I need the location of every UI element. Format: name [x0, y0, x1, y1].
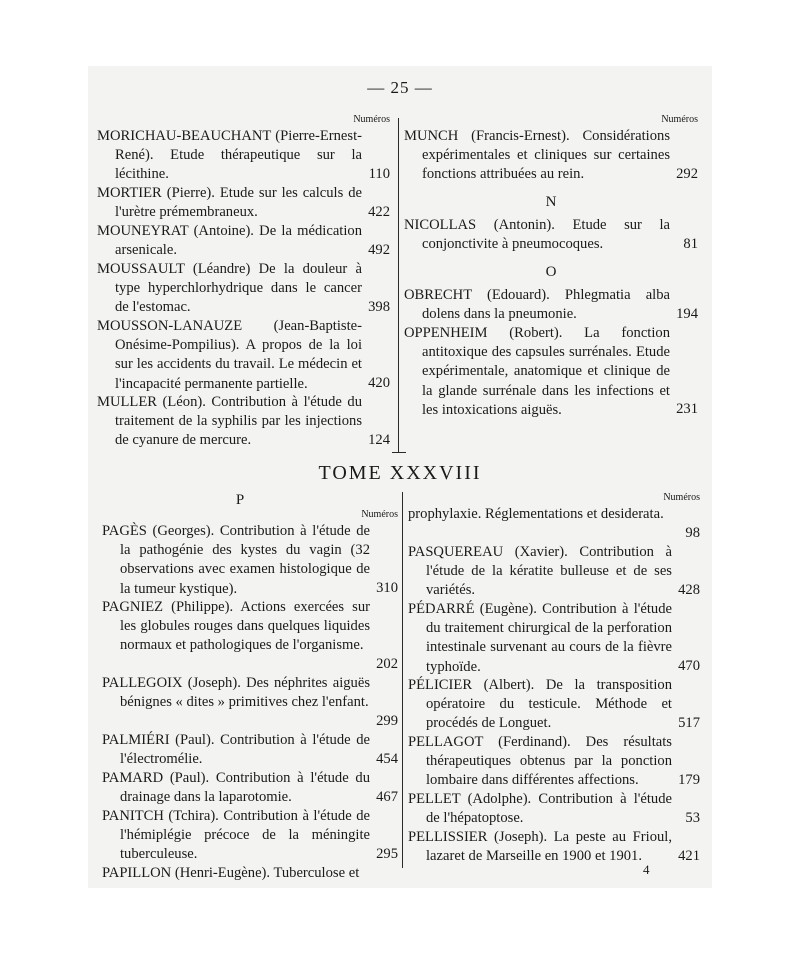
entry-text: PALLEGOIX (Joseph). Des néphrites aiguës bénignes « dites » primitives chez l'enfant.: [102, 675, 370, 711]
index-entry: [102, 522, 398, 598]
entry-number: 492: [368, 241, 390, 258]
entry-text: prophylaxie. Réglementations et desiderata.: [408, 506, 664, 522]
index-entry: [408, 733, 700, 790]
entry-text: MULLER (Léon). Contribution à l'étude du traitement de la syphilis par les injections de cyanure de mercure.: [97, 394, 362, 449]
entry-text: MOUNEYRAT (Antoine). De la médication arsenicale.: [97, 223, 362, 259]
section-rule: [392, 452, 406, 453]
entry-text: PAGNIEZ (Philippe). Actions exercées sur les globules rouges dans quelques liquides normaux et pathologiques de l'organisme.: [102, 599, 370, 654]
entry-text: MOUSSAULT (Léandre) De la douleur à type hyperchlorhydrique dans le cancer de l'estomac.: [97, 261, 362, 316]
entry-text: NICOLLAS (Antonin). Etude sur la conjonctivite à pneumocoques.: [404, 217, 670, 253]
signature-mark: 4: [643, 862, 650, 877]
entry-text: MOUSSON-LANAUZE (Jean-Baptiste-Onésime-Pompilius). A propos de la loi sur les accidents du travail. Le médecin et l'incapacité permanente partielle.: [97, 318, 362, 392]
entry-text: PELLET (Adolphe). Contribution à l'étude de l'hépatoptose.: [408, 791, 672, 827]
entry-number: 81: [683, 235, 698, 252]
index-entry: [404, 216, 698, 254]
entry-text: OPPENHEIM (Robert). La fonction antitoxique des capsules surrénales. Etude expérimentale, anatomique et clinique de la glande surrénale dans les infections et les intoxications aiguës.: [404, 325, 670, 418]
index-entry: [97, 184, 390, 222]
entry-number: 179: [678, 771, 700, 788]
entry-text: MORICHAU-BEAUCHANT (Pierre-Ernest-René). Etude thérapeutique sur la lécithine.: [97, 128, 362, 183]
section-letter: N: [545, 194, 557, 210]
entry-number: 98: [685, 524, 700, 541]
index-entry: [102, 864, 398, 883]
index-entry: [404, 127, 698, 184]
entry-number: 420: [368, 374, 390, 391]
entry-number: 299: [376, 712, 398, 729]
index-entry: [97, 222, 390, 260]
bottom-left-column: [102, 492, 398, 883]
index-entry: [102, 598, 398, 674]
index-entry: [97, 393, 390, 450]
column-header: Numéros: [661, 114, 698, 125]
index-entry: [102, 807, 398, 864]
top-right-column: [404, 114, 698, 419]
index-entry: [102, 731, 398, 769]
section-letter: O: [545, 264, 557, 280]
entry-text: MUNCH (Francis-Ernest). Considérations expérimentales et cliniques sur certaines fonctions attribuées au rein.: [404, 128, 670, 183]
index-entry: [408, 543, 700, 600]
index-entry: [404, 286, 698, 324]
entry-text: PALMIÉRI (Paul). Contribution à l'étude de l'électromélie.: [102, 732, 370, 768]
volume-heading: TOME XXXVIII: [318, 462, 482, 484]
entry-number: 194: [676, 305, 698, 322]
entry-number: 428: [678, 581, 700, 598]
entry-number: 110: [368, 165, 390, 182]
entry-number: 467: [376, 788, 398, 805]
page-number: — 25 —: [367, 78, 433, 97]
top-left-column: [97, 114, 390, 450]
index-entry: [97, 317, 390, 393]
entry-text: PAMARD (Paul). Contribution à l'étude du drainage dans la laparotomie.: [102, 770, 370, 806]
index-entry: [408, 676, 700, 733]
entry-number: 124: [368, 431, 390, 448]
entry-text: PELLISSIER (Joseph). La peste au Frioul, lazaret de Marseille en 1900 et 1901.: [408, 829, 672, 865]
column-header: Numéros: [361, 509, 398, 520]
entry-number: 422: [368, 203, 390, 220]
entry-text: MORTIER (Pierre). Etude sur les calculs de l'urètre prémembraneux.: [97, 185, 362, 221]
index-entry: [404, 324, 698, 419]
index-entry: [408, 505, 700, 543]
bottom-right-column: [408, 492, 700, 866]
entry-number: 421: [678, 847, 700, 864]
section-letter: P: [235, 492, 245, 508]
index-entry: [408, 828, 700, 866]
entry-number: 292: [676, 165, 698, 182]
column-divider: [402, 492, 403, 868]
entry-number: 310: [376, 579, 398, 596]
index-entry: [408, 600, 700, 676]
entry-number: 202: [376, 655, 398, 672]
column-header: Numéros: [353, 114, 390, 125]
entry-text: PELLAGOT (Ferdinand). Des résultats thérapeutiques obtenus par la ponction lombaire dans différentes affections.: [408, 734, 672, 789]
entry-number: 53: [685, 809, 700, 826]
entry-text: PÉDARRÉ (Eugène). Contribution à l'étude du traitement chirurgical de la perforation intestinale survenant au cours de la fièvre typhoïde.: [408, 601, 672, 675]
entry-number: 398: [368, 298, 390, 315]
entry-text: PAGÈS (Georges). Contribution à l'étude de la pathogénie des kystes du vagin (32 observations avec examen histologique de la tumeur kystique).: [102, 523, 370, 597]
entry-text: OBRECHT (Edouard). Phlegmatia alba dolens dans la pneumonie.: [404, 287, 670, 323]
entry-text: PANITCH (Tchira). Contribution à l'étude de l'hémiplégie précoce de la méningite tuberculeuse.: [102, 808, 370, 863]
entry-number: 295: [376, 845, 398, 862]
index-entry: [97, 260, 390, 317]
column-header: Numéros: [663, 492, 700, 503]
index-entry: [102, 769, 398, 807]
entry-text: PASQUEREAU (Xavier). Contribution à l'étude de la kératite bulleuse et de ses variétés.: [408, 544, 672, 599]
index-entry: [102, 674, 398, 731]
entry-text: PÉLICIER (Albert). De la transposition opératoire du testicule. Méthode et procédés de Longuet.: [408, 677, 672, 732]
index-entry: [408, 790, 700, 828]
entry-number: 470: [678, 657, 700, 674]
entry-number: 517: [678, 714, 700, 731]
index-entry: [97, 127, 390, 184]
entry-number: 454: [376, 750, 398, 767]
entry-number: 231: [676, 400, 698, 417]
entry-text: PAPILLON (Henri-Eugène). Tuberculose et: [102, 865, 360, 881]
column-divider: [398, 118, 399, 452]
